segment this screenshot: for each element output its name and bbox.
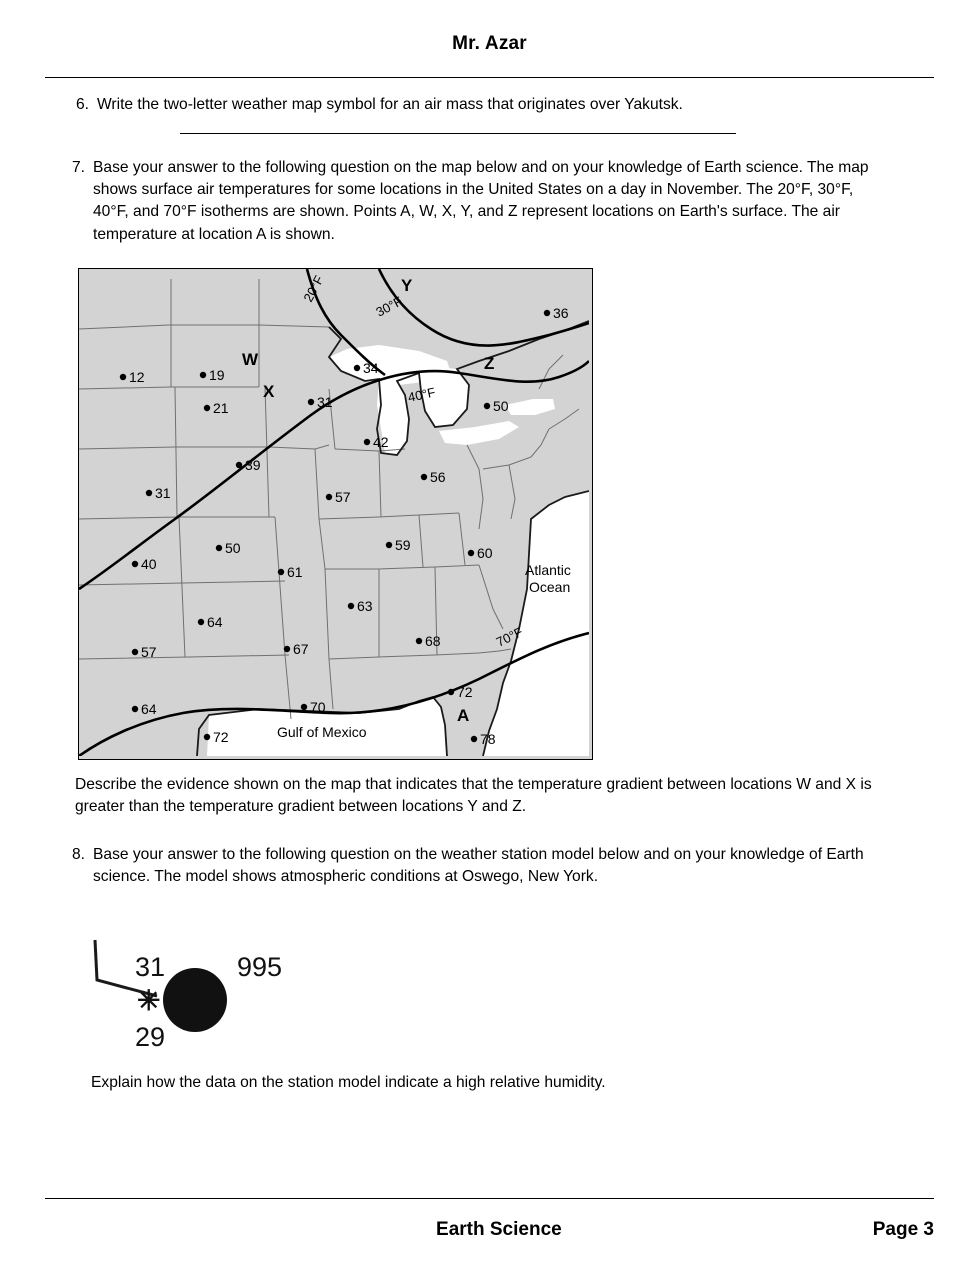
isotherm-label-70: 70°F — [493, 623, 526, 650]
map-temperature-dot — [198, 619, 204, 625]
footer-divider — [45, 1198, 934, 1199]
question-7-followup: Describe the evidence shown on the map that indicates that the temperature gradient between locations W and X is greater than the temperature gradient between locations Y and Z. — [75, 775, 872, 815]
map-temperature-dot — [448, 689, 454, 695]
map-temperature-value: 72 — [457, 683, 473, 700]
map-temperature-dot — [284, 646, 290, 652]
station-model-figure — [85, 928, 385, 1058]
question-6 — [45, 94, 934, 116]
gulf-of-mexico-label: Gulf of Mexico — [277, 723, 367, 740]
map-temperature-dot — [204, 734, 210, 740]
map-temperature-value: 42 — [373, 433, 389, 450]
station-model-svg — [85, 928, 385, 1058]
map-temperature-dot — [132, 561, 138, 567]
map-temperature-value: 68 — [425, 632, 441, 649]
map-temperature-dot — [386, 542, 392, 548]
map-temperature-value: 70 — [310, 698, 326, 715]
station-temperature: 31 — [135, 952, 166, 983]
map-temperature-value: 64 — [207, 613, 223, 630]
map-temperature-dot — [544, 310, 550, 316]
temperature-map-svg — [79, 269, 589, 756]
map-temperature-value: 57 — [141, 643, 157, 660]
map-temperature-dot — [354, 365, 360, 371]
map-temperature-dot — [468, 550, 474, 556]
map-temperature-value: 56 — [430, 468, 446, 485]
map-temperature-dot — [236, 462, 242, 468]
map-temperature-dot — [348, 603, 354, 609]
map-temperature-dot — [216, 545, 222, 551]
map-temperature-dot — [471, 736, 477, 742]
station-dewpoint: 29 — [135, 1022, 166, 1053]
map-temperature-value: 61 — [287, 563, 303, 580]
map-temperature-value: 19 — [209, 366, 225, 383]
footer-page-number: Page 3 — [872, 1219, 934, 1240]
map-temperature-value: 12 — [129, 368, 145, 385]
map-temperature-dot — [132, 649, 138, 655]
station-pressure: 995 — [237, 952, 283, 983]
question-7 — [45, 157, 934, 246]
map-temperature-value: 31 — [155, 484, 171, 501]
map-point-Z: Z — [484, 353, 495, 373]
map-point-X: X — [263, 381, 275, 401]
question-7-number: 7. — [71, 159, 85, 177]
map-temperature-value: 72 — [213, 728, 229, 745]
temperature-map-figure — [78, 268, 593, 760]
map-point-A: A — [457, 705, 470, 725]
question-6-number: 6. — [75, 96, 89, 113]
map-temperature-value: 67 — [293, 640, 309, 657]
map-temperature-value: 57 — [335, 488, 351, 505]
page-header — [45, 0, 934, 55]
map-temperature-value: 63 — [357, 597, 373, 614]
map-temperature-dot — [364, 439, 370, 445]
atlantic-ocean-label-2: Ocean — [529, 578, 571, 595]
question-6-text: Write the two-letter weather map symbol for an air mass that originates over Yakutsk. — [97, 96, 683, 113]
header-title: Mr. Azar — [452, 33, 527, 54]
snow-symbol-icon: ✳ — [137, 985, 161, 1017]
map-temperature-value: 34 — [363, 359, 379, 376]
isotherm-label-20: 20°F — [300, 272, 327, 305]
map-temperature-dot — [416, 638, 422, 644]
map-temperature-value: 50 — [493, 397, 509, 414]
question-8-followup: Explain how the data on the station model indicate a high relative humidity. — [91, 1074, 606, 1092]
header-divider — [45, 77, 934, 78]
map-point-W: W — [242, 349, 259, 369]
map-temperature-dot — [308, 399, 314, 405]
map-temperature-dot — [278, 569, 284, 575]
map-temperature-value: 59 — [395, 536, 411, 553]
map-temperature-value: 21 — [213, 399, 229, 416]
map-temperature-value: 60 — [477, 544, 493, 561]
map-temperature-value: 40 — [141, 555, 157, 572]
map-temperature-dot — [132, 706, 138, 712]
question-7-text: Base your answer to the following question on the map below and on your knowledge of Earth science. The map shows surface air temperatures for some locations in the United States on a day in November. The 20°F, 30°F, 40°F, and 70°F isotherms are shown. Points A, W, X, Y, and Z represent locations on Earth's surface. The air temperature at location A is shown. — [93, 159, 869, 243]
map-temperature-dot — [146, 490, 152, 496]
map-temperature-value: 36 — [553, 304, 569, 321]
map-temperature-dot — [484, 403, 490, 409]
sky-cover-circle-icon — [163, 968, 227, 1032]
atlantic-ocean-label-1: Atlantic — [525, 561, 571, 578]
map-temperature-dot — [120, 374, 126, 380]
question-8 — [45, 844, 934, 888]
map-temperature-dot — [301, 704, 307, 710]
map-point-Y: Y — [401, 275, 413, 295]
isotherm-label-40: 40°F — [406, 384, 437, 405]
map-temperature-dot — [421, 474, 427, 480]
map-temperature-value: 31 — [317, 393, 333, 410]
map-temperature-value: 64 — [141, 700, 157, 717]
map-temperature-value: 39 — [245, 456, 261, 473]
map-temperature-value: 50 — [225, 539, 241, 556]
question-8-text: Base your answer to the following question on the weather station model below and on your knowledge of Earth science. The model shows atmospheric conditions at Oswego, New York. — [93, 845, 864, 886]
map-temperature-dot — [326, 494, 332, 500]
map-temperature-dot — [200, 372, 206, 378]
question-8-number: 8. — [71, 845, 85, 863]
page-footer — [45, 1219, 934, 1241]
answer-line-divider — [180, 133, 736, 134]
isotherm-label-30: 30°F — [373, 293, 405, 320]
map-temperature-value: 78 — [480, 730, 496, 747]
footer-subject: Earth Science — [436, 1219, 562, 1240]
map-temperature-dot — [204, 405, 210, 411]
